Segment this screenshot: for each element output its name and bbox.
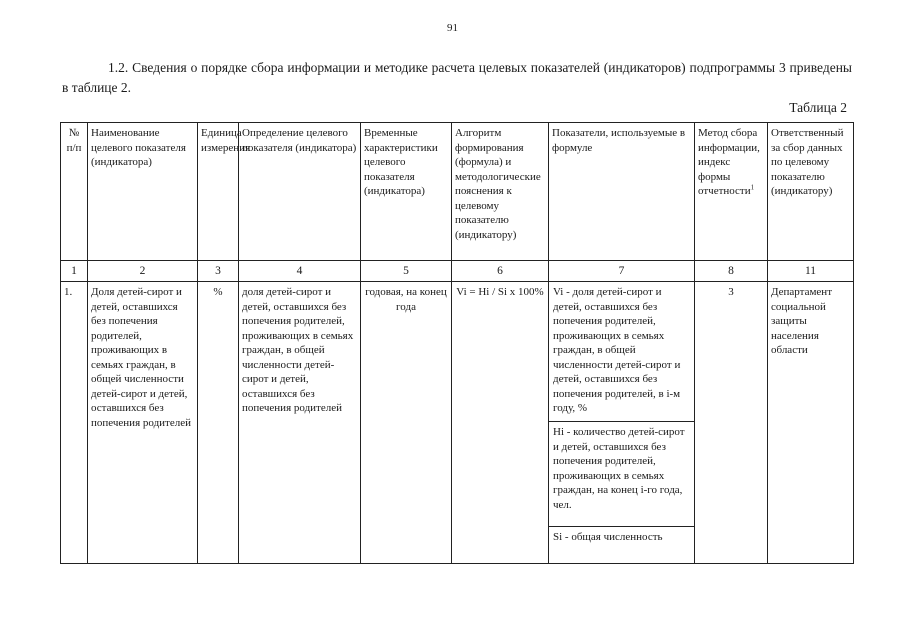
column-number-row [61, 261, 854, 282]
row-indicator-name: Доля детей-сирот и детей, оставшихся без попечения родителей, проживающих в семьях граждан, в общей численности детей-сирот и детей, оставшихся без попечения родителей [88, 282, 198, 564]
column-number: 1 [61, 261, 88, 282]
column-number: 2 [88, 261, 198, 282]
header-collection-method-text: Метод сбора информации, индекс формы отчетности [698, 127, 760, 197]
table-header-row [61, 123, 854, 261]
row-unit: % [198, 282, 239, 564]
row-collection-method: 3 [695, 282, 768, 564]
row-definition: доля детей-сирот и детей, оставшихся без попечения родителей, проживающих в семьях граждан, в общей численности детей-сирот и детей, оставшихся без попечения родителей [239, 282, 361, 564]
page-number: 91 [447, 22, 458, 34]
intro-paragraph: 1.2. Сведения о порядке сбора информации и методике расчета целевых показателей (индикаторов) подпрограммы 3 приведены в таблице 2. [62, 60, 852, 95]
column-number: 11 [768, 261, 854, 282]
row-time-characteristics: годовая, на конец года [361, 282, 452, 564]
indicators-table [60, 122, 854, 564]
row-number: 1. [61, 282, 88, 564]
indicator-si: Si - общая численность [553, 531, 663, 543]
row-formula-indicators [549, 282, 695, 564]
footnote-marker: 1 [750, 183, 755, 192]
table-row [61, 282, 854, 564]
column-number: 8 [695, 261, 768, 282]
row-formula: Vi = Hi / Si x 100% [452, 282, 549, 564]
header-formula-indicators: Показатели, используемые в формуле [549, 123, 695, 261]
column-number: 4 [239, 261, 361, 282]
header-collection-method [695, 123, 768, 261]
column-number: 5 [361, 261, 452, 282]
column-number: 3 [198, 261, 239, 282]
header-definition: Определение целевого показателя (индикатора) [239, 123, 361, 261]
indicator-hi: Hi - количество детей-сирот и детей, оставшихся без попечения родителей, проживающих в семьях граждан, на конец i-го года, чел. [549, 422, 694, 527]
header-num: № п/п [61, 123, 88, 261]
column-number: 6 [452, 261, 549, 282]
header-time-characteristics: Временные характеристики целевого показателя (индикатора) [361, 123, 452, 261]
header-indicator-name: Наименование целевого показателя (индикатора) [88, 123, 198, 261]
header-unit: Единица измерения [198, 123, 239, 261]
column-number: 7 [549, 261, 695, 282]
header-algorithm: Алгоритм формирования (формула) и методологические пояснения к целевому показателю (индикатору) [452, 123, 549, 261]
table-label: Таблица 2 [789, 100, 847, 115]
row-responsible: Департамент социальной защиты населения области [768, 282, 854, 564]
indicator-vi: Vi - доля детей-сирот и детей, оставшихся без попечения родителей, проживающих в семьях граждан, в общей численности детей-сирот и детей, оставшихся без попечения родителей, в i-м году, % [549, 282, 694, 422]
header-responsible: Ответственный за сбор данных по целевому показателю (индикатору) [768, 123, 854, 261]
